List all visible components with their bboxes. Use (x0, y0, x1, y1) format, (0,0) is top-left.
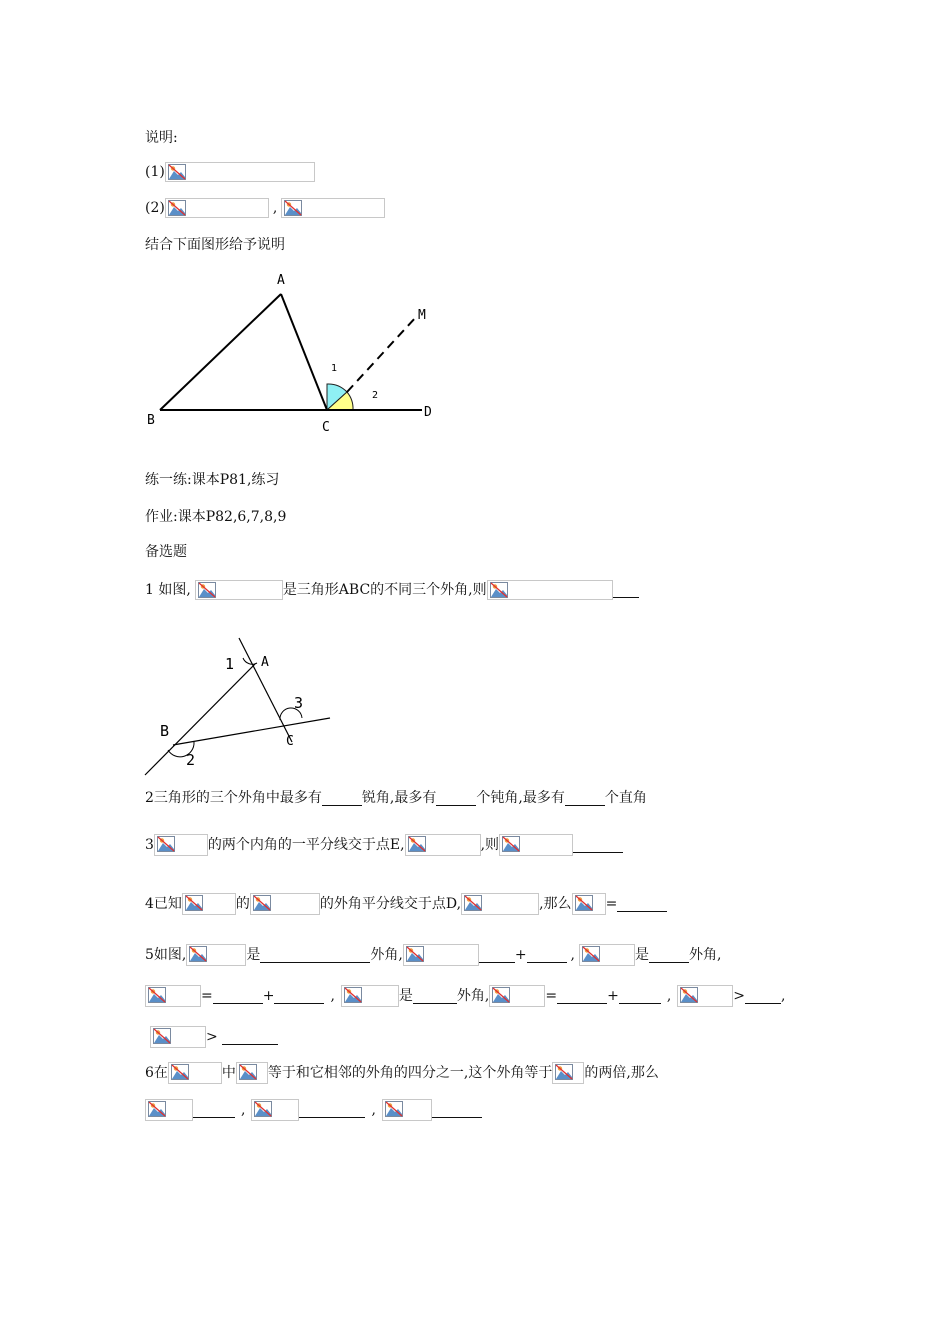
broken-image-icon (168, 164, 186, 180)
label-a: A (261, 655, 269, 670)
answer-blank[interactable] (479, 948, 515, 963)
broken-image-icon (253, 895, 271, 911)
question-2: 2三角形的三个外角中最多有 锐角,最多有 个钝角,最多有 个直角 (145, 790, 647, 806)
formula-image (572, 893, 606, 915)
broken-image-icon (153, 1028, 171, 1044)
broken-image-icon (148, 1101, 166, 1117)
practice-text: 练一练:课本P81,练习 (145, 472, 280, 488)
formula-image (382, 1099, 432, 1121)
explain-item-1: (1) (145, 162, 315, 182)
formula-image (186, 944, 246, 966)
broken-image-icon (171, 1064, 189, 1080)
formula-image (677, 985, 733, 1007)
formula-image (145, 985, 201, 1007)
answer-blank[interactable] (557, 989, 607, 1004)
line-ba-extended (145, 664, 255, 775)
answer-blank[interactable] (222, 1030, 278, 1045)
angle-2-label: 2 (372, 390, 379, 401)
broken-image-icon (284, 200, 302, 216)
formula-image (281, 198, 385, 218)
ray-cm (347, 317, 416, 392)
answer-blank[interactable] (649, 948, 689, 963)
question-6-line-1: 6在 中 等于和它相邻的外角的四分之一,这个外角等于 的两倍,那么 (145, 1062, 659, 1084)
answer-blank[interactable] (565, 791, 605, 806)
answer-blank[interactable] (745, 989, 781, 1004)
answer-blank[interactable] (299, 1103, 365, 1118)
broken-image-icon (680, 987, 698, 1003)
broken-image-icon (575, 895, 593, 911)
formula-image (461, 893, 539, 915)
broken-image-icon (254, 1101, 272, 1117)
formula-image (405, 834, 481, 856)
broken-image-icon (582, 946, 600, 962)
broken-image-icon (168, 200, 186, 216)
angle-1-label: 1 (225, 655, 235, 673)
triangle-figure-2 (140, 632, 340, 777)
broken-image-icon (344, 987, 362, 1003)
combine-text: 结合下面图形给予说明 (145, 237, 285, 253)
answer-blank[interactable] (527, 948, 567, 963)
broken-image-icon (157, 836, 175, 852)
explain-item-2: (2) , (145, 198, 385, 218)
answer-blank[interactable] (432, 1103, 482, 1118)
formula-image (236, 1062, 268, 1084)
broken-image-icon (239, 1064, 257, 1080)
triangle-figure-1 (140, 265, 450, 440)
broken-image-icon (464, 895, 482, 911)
label-c: C (286, 734, 294, 749)
formula-image (195, 580, 283, 600)
broken-image-icon (189, 946, 207, 962)
line-bc-extended (173, 718, 330, 745)
answer-blank[interactable] (322, 791, 362, 806)
label-m: M (418, 308, 426, 323)
answer-blank[interactable] (436, 791, 476, 806)
formula-image (145, 1099, 193, 1121)
formula-image (552, 1062, 584, 1084)
formula-image (489, 985, 545, 1007)
broken-image-icon (555, 1064, 573, 1080)
label-b: B (147, 413, 155, 428)
homework-text: 作业:课本P82,6,7,8,9 (145, 509, 287, 525)
broken-image-icon (502, 836, 520, 852)
formula-image (251, 1099, 299, 1121)
answer-blank[interactable] (573, 838, 623, 853)
question-5-line-3: > (150, 1026, 278, 1048)
angle-1-label: 1 (331, 363, 338, 374)
line-ac (281, 294, 327, 410)
question-1: 1 如图, 是三角形ABC的不同三个外角,则 (145, 580, 639, 600)
label-a: A (277, 273, 285, 288)
broken-image-icon (198, 582, 216, 598)
formula-image (341, 985, 399, 1007)
broken-image-icon (408, 836, 426, 852)
broken-image-icon (148, 987, 166, 1003)
formula-image (487, 580, 613, 600)
broken-image-icon (406, 946, 424, 962)
answer-blank[interactable] (617, 897, 667, 912)
formula-image (250, 893, 320, 915)
answer-blank[interactable] (193, 1103, 235, 1118)
formula-image (154, 834, 208, 856)
formula-image (165, 198, 269, 218)
angle-2-label: 2 (186, 751, 196, 769)
backup-heading: 备选题 (145, 544, 187, 560)
line-ab (160, 294, 281, 410)
label-c: C (322, 420, 330, 435)
answer-blank[interactable] (413, 989, 457, 1004)
formula-image (499, 834, 573, 856)
question-5-line-2: = + , 是 外角, = + , > , (145, 985, 785, 1007)
broken-image-icon (490, 582, 508, 598)
broken-image-icon (492, 987, 510, 1003)
label-d: D (424, 405, 432, 420)
broken-image-icon (185, 895, 203, 911)
answer-blank[interactable] (213, 989, 263, 1004)
explain-label: 说明: (145, 130, 178, 146)
question-6-line-2: , , (145, 1099, 482, 1121)
broken-image-icon (385, 1101, 403, 1117)
question-3: 3 的两个内角的一平分线交于点E, ,则 (145, 834, 623, 856)
formula-image (150, 1026, 206, 1048)
formula-image (165, 162, 315, 182)
angle-3-label: 3 (294, 694, 304, 712)
question-5-line-1: 5如图, 是 外角, + , 是 外角, (145, 944, 721, 966)
label-b: B (160, 722, 170, 740)
answer-blank[interactable] (274, 989, 324, 1004)
answer-blank[interactable] (260, 948, 370, 963)
question-4: 4已知 的 的外角平分线交于点D, ,那么 = (145, 893, 667, 915)
answer-blank[interactable] (619, 989, 661, 1004)
answer-blank[interactable] (613, 583, 639, 598)
formula-image (182, 893, 236, 915)
formula-image (168, 1062, 222, 1084)
formula-image (403, 944, 479, 966)
formula-image (579, 944, 635, 966)
